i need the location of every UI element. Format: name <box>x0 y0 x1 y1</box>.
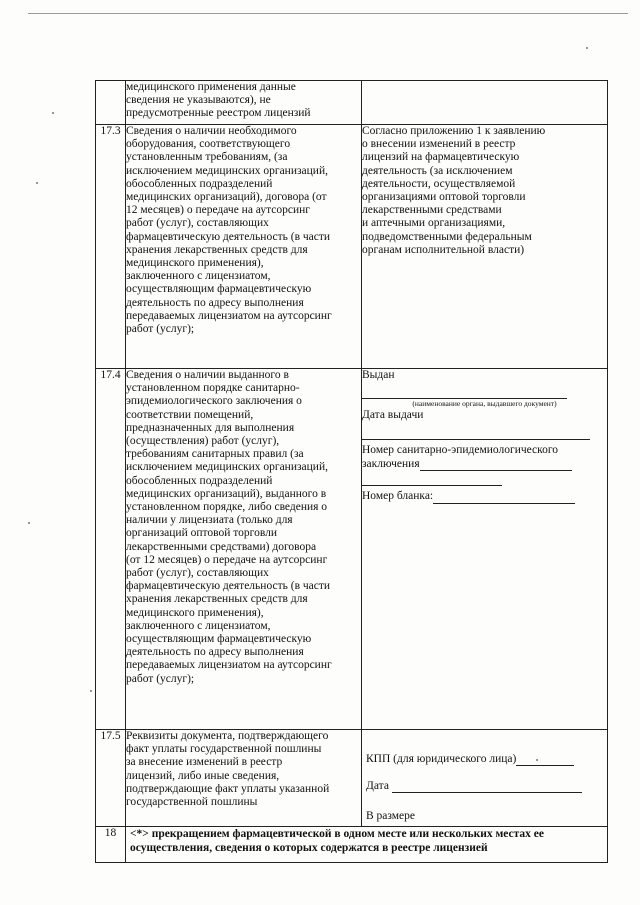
desc-line: хранения лекарственных средств для <box>126 243 308 256</box>
cert-number-field[interactable] <box>420 457 572 471</box>
desc-line: хранения лекарственных средств для <box>126 593 308 606</box>
value-line: органам исполнительной власти) <box>362 243 525 256</box>
desc-line: Реквизиты документа, подтверждающего <box>126 730 329 742</box>
value-line: лекарственными средствами <box>362 204 502 217</box>
value-line: лицензий на фармацевтическую <box>362 151 520 164</box>
row-value-cell <box>362 81 608 125</box>
desc-line: работ (услуг), составляющих <box>126 217 269 230</box>
row-description-17-5 <box>126 730 362 827</box>
desc-line: передаваемых лицензиатом на аутсорсинг <box>126 659 332 672</box>
desc-line: организаций оптовой торговли <box>126 527 277 540</box>
cert-number-label-cont: заключения <box>362 458 420 471</box>
kpp-label: КПП (для юридического лица) <box>366 753 517 765</box>
row-number-17-4: 17.4 <box>96 369 126 730</box>
form-number-field[interactable] <box>433 489 575 503</box>
issued-hint: (наименование органа, выдавшего документ) <box>412 399 557 409</box>
desc-line: медицинского применения), <box>126 257 264 270</box>
table-row-18 <box>96 827 608 863</box>
table-row-17-5 <box>96 730 608 827</box>
desc-line: наличии у лицензиата (только для <box>126 514 293 527</box>
desc-line: медицинских организаций), договора (от <box>126 191 327 204</box>
desc-line: фармацевтическую деятельность (в части <box>126 580 331 593</box>
date-label: Дата <box>366 780 389 792</box>
desc-line: обособленных подразделений <box>126 474 273 487</box>
desc-line: факт уплаты государственной пошлины <box>126 743 322 756</box>
desc-line: медицинского применения данные <box>126 81 296 93</box>
kpp-field[interactable] <box>516 752 574 766</box>
desc-line: деятельность по адресу выполнения <box>126 296 304 309</box>
row-description-17-4 <box>126 369 362 730</box>
desc-line: исключением медицинских организаций, <box>126 461 328 474</box>
value-line: деятельность (за исключением <box>362 164 513 177</box>
desc-line: передаваемых лицензиатом на аутсорсинг <box>126 309 332 322</box>
row-value-17-3 <box>362 125 608 369</box>
row-text-18 <box>126 827 608 863</box>
desc-line: работ (услуг); <box>126 323 195 336</box>
row-number-cell <box>96 81 126 125</box>
row-description-17-3 <box>126 125 362 369</box>
desc-line: установленном порядке санитарно- <box>126 382 300 395</box>
desc-line: заключенного с лицензиатом, <box>126 619 271 632</box>
issued-by-field[interactable] <box>362 385 567 399</box>
desc-line: государственной пошлины <box>126 796 258 809</box>
value-line: деятельности, осуществляемой <box>362 177 516 190</box>
issue-date-label: Дата выдачи <box>362 409 424 422</box>
desc-line: сведения не указываются), не <box>126 94 271 107</box>
desc-line: Сведения о наличии необходимого <box>126 125 297 137</box>
desc-line: работ (услуг); <box>126 672 195 685</box>
desc-line: исключением медицинских организаций, <box>126 164 328 177</box>
scan-speck <box>586 47 588 49</box>
value-line: Согласно приложению 1 к заявлению <box>362 125 546 137</box>
desc-line: за внесение изменений в реестр <box>126 756 283 769</box>
top-rule <box>28 13 628 14</box>
desc-line: (осуществления) работ (услуг), <box>126 435 280 448</box>
desc-line: (от 12 месяцев) о передаче на аутсорсинг <box>126 553 328 566</box>
scan-speck <box>36 182 38 184</box>
desc-line: осуществляющим фармацевтическую <box>126 283 312 296</box>
form-number-label: Номер бланка: <box>362 490 434 503</box>
payment-date-field[interactable] <box>392 779 582 793</box>
desc-line: предназначенных для выполнения <box>126 421 295 434</box>
termination-text: <*> прекращением фармацевтической в одном месте или нескольких местах ее осуществления, сведения о которых содержатся в реестре лицензией <box>130 828 545 854</box>
desc-line: заключенного с лицензиатом, <box>126 270 271 283</box>
desc-line: 12 месяцев) о передаче на аутсорсинг <box>126 204 310 217</box>
row-value-17-4 <box>362 369 608 730</box>
desc-line: деятельность по адресу выполнения <box>126 646 304 659</box>
desc-line: оборудования, соответствующего <box>126 138 291 151</box>
row-number-17-5: 17.5 <box>96 730 126 827</box>
desc-line: требованиям санитарных правил (за <box>126 448 304 461</box>
value-line: организациями оптовой торговли <box>362 191 526 204</box>
desc-line: соответствии помещений, <box>126 408 254 421</box>
desc-line: подтверждающие факт уплаты указанной <box>126 782 330 795</box>
desc-line: предусмотренные реестром лицензий <box>126 107 311 120</box>
issued-label: Выдан <box>362 369 395 381</box>
cert-number-label: Номер санитарно-эпидемиологического <box>362 443 559 456</box>
table-row-17-3 <box>96 125 608 369</box>
desc-line: эпидемиологического заключения о <box>126 395 302 408</box>
desc-line: лекарственными средствами) договора <box>126 540 317 553</box>
desc-line: медицинского применения), <box>126 606 264 619</box>
row-description <box>126 81 362 125</box>
scan-speck <box>28 522 30 524</box>
cert-number-field-cont[interactable] <box>362 472 502 486</box>
desc-line: работ (услуг), составляющих <box>126 567 269 580</box>
row-value-17-5 <box>362 730 608 827</box>
table-row-17-4 <box>96 369 608 730</box>
table-row-continuation <box>96 81 608 125</box>
desc-line: фармацевтическую деятельность (в части <box>126 230 331 243</box>
value-line: о внесении изменений в реестр <box>362 138 516 151</box>
amount-label: В размере <box>366 810 416 822</box>
desc-line: установленном порядке, либо сведения о <box>126 501 328 514</box>
issue-date-field[interactable] <box>362 426 590 440</box>
row-number-18: 18 <box>96 827 126 863</box>
desc-line: лицензий, либо иные сведения, <box>126 769 280 782</box>
application-form-table <box>95 80 608 863</box>
desc-line: Сведения о наличии выданного в <box>126 369 289 381</box>
scan-speck <box>52 112 54 114</box>
desc-line: обособленных подразделений <box>126 177 273 190</box>
desc-line: медицинских организаций), выданного в <box>126 487 327 500</box>
value-line: подведомственными федеральным <box>362 230 532 243</box>
desc-line: установленным требованиям, (за <box>126 151 288 164</box>
row-number-17-3: 17.3 <box>96 125 126 369</box>
scan-speck <box>90 690 92 692</box>
desc-line: осуществляющим фармацевтическую <box>126 633 312 646</box>
value-line: и аптечными организациями, <box>362 217 506 230</box>
